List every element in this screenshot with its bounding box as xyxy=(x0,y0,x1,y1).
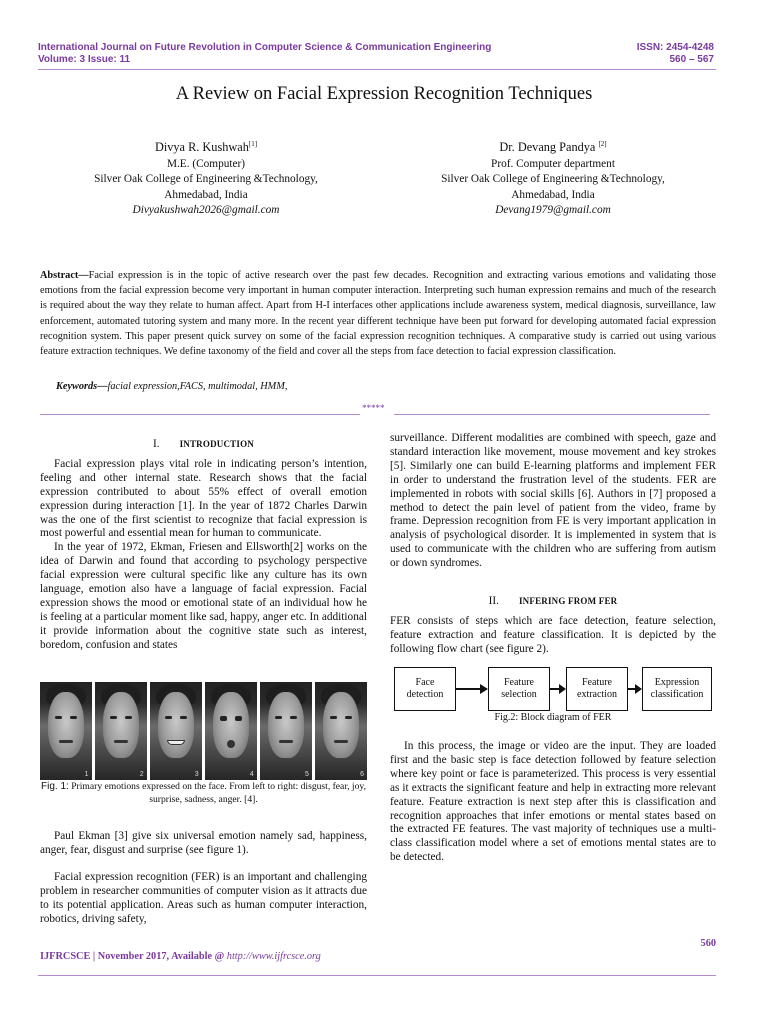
section-numeral: I. xyxy=(152,438,160,450)
author-block-1 xyxy=(56,140,356,219)
paper-title: A Review on Facial Expression Recognition Techniques xyxy=(175,84,593,104)
author-city: Ahmedabad, India xyxy=(164,188,248,201)
arrow-right-icon xyxy=(628,683,642,695)
separator-stars: ***** xyxy=(362,403,385,413)
keywords-label: Keywords— xyxy=(56,381,108,392)
footer xyxy=(40,951,321,962)
separator-rule-left xyxy=(40,414,360,415)
section-heading-2 xyxy=(390,595,716,609)
intro-paragraph-2: In the year of 1972, Ekman, Friesen and Ellsworth[2] works on the idea of Darwin and found that according to psychology perspective facial expression were cultural specific like any culture has its own language, emotion also have a language of facial expression. Facial expression shows the mood or emotional state of an individual how he is feeling at a particular moment like sad, happy, anger etc. In additional it provide information about the cognitive state such as interest, boredom, confusion and states xyxy=(40,541,367,651)
author-ref: [2] xyxy=(598,140,607,149)
right-column-top xyxy=(390,432,716,657)
section-heading-1 xyxy=(40,438,367,452)
figure-label: Fig. 1: xyxy=(41,781,69,792)
keywords xyxy=(56,381,287,392)
figure-2-caption: Fig.2: Block diagram of FER xyxy=(494,712,612,723)
right-column-bottom xyxy=(390,740,716,865)
flow-box-expression-classification: Expression classification xyxy=(642,667,712,711)
author-degree: M.E. (Computer) xyxy=(166,157,246,170)
face-image: 3 xyxy=(150,682,202,780)
arrow-right-icon xyxy=(456,683,488,695)
separator-rule-right xyxy=(394,414,710,415)
author-institution: Silver Oak College of Engineering &Technology, xyxy=(441,173,665,186)
author-block-2 xyxy=(403,140,703,219)
author-institution: Silver Oak College of Engineering &Technology, xyxy=(94,173,318,186)
author-name: Dr. Devang Pandya xyxy=(499,140,599,154)
author-city: Ahmedabad, India xyxy=(511,188,595,201)
author-email: Devang1979@gmail.com xyxy=(495,204,611,217)
abstract xyxy=(40,268,716,359)
intro-paragraph-1: Facial expression plays vital role in indicating person’s intention, feeling and other internal state. Research shows that the facial expression contributed to about 55% effect of overall emotion expression during interaction [1]. In the year of 1872 Charles Darwin was the one of the first scientist to recognize that facial expression is most powerful and essential mean for human to communicate. xyxy=(40,457,367,540)
arrow-right-icon xyxy=(550,683,566,695)
left-column-top xyxy=(40,438,367,653)
issn: ISSN: 2454-4248 xyxy=(636,42,714,53)
flow-box-feature-extraction: Feature extraction xyxy=(566,667,628,711)
left-column-bottom xyxy=(40,830,367,926)
footer-rule xyxy=(38,975,716,976)
ekman-paragraph: Paul Ekman [3] give six universal emotion namely sad, happiness, anger, fear, disgust and surprise (see figure 1). xyxy=(40,830,367,856)
abstract-label: Abstract— xyxy=(40,270,89,281)
figure-caption-text: Primary emotions expressed on the face. From left to right: disgust, fear, joy, surprise, sadness, anger. [4]. xyxy=(68,781,366,805)
right-paragraph-1: surveillance. Different modalities are combined with speech, gaze and standard interaction like movement, mouse movement and key strokes [5]. Similarly one can build E-learning platforms and implement FER in order to understand the frustration level of the students. FER are implemented in robots with social skills [6]. Authors in [7] proposed a method to detect the pain level of patient from the video, frame by frame. Depression recognition from FE is very important application in analysis of psychological disorder. It is implemented in system that is used to communicate with the children who are suffering from autism or down syndromes. xyxy=(390,432,716,570)
author-name: Divya R. Kushwah xyxy=(154,140,249,154)
author-email: Divyakushwah2026@gmail.com xyxy=(132,204,280,217)
section-title: INTRODUCTION xyxy=(179,439,254,449)
page-range: 560 – 567 xyxy=(669,54,714,65)
footer-journal: IJFRCSCE | November 2017, Available @ xyxy=(40,951,227,962)
face-image: 2 xyxy=(95,682,147,780)
keywords-text: facial expression,FACS, multimodal, HMM, xyxy=(107,381,288,392)
face-image: 4 xyxy=(205,682,257,780)
page-number: 560 xyxy=(700,938,716,949)
flow-box-face-detection: Face detection xyxy=(394,667,456,711)
fer-paragraph: Facial expression recognition (FER) is an important and challenging problem in researcher communities of computer vision as it attracts due to its potential application. Areas such as human computer interaction, robotics, driving safety, xyxy=(40,870,367,925)
footer-url[interactable]: http://www.ijfrcsce.org xyxy=(226,951,321,962)
flow-box-feature-selection: Feature selection xyxy=(488,667,550,711)
face-image: 6 xyxy=(315,682,367,780)
figure-1-images xyxy=(40,682,367,780)
header-rule xyxy=(38,69,716,70)
section-numeral: II. xyxy=(488,595,499,608)
section2-paragraph-1: FER consists of steps which are face detection, feature selection, feature extraction and feature classification. It is depicted by the following flow chart (see figure 2). xyxy=(390,614,716,655)
journal-name: International Journal on Future Revolution in Computer Science & Communication Engineering xyxy=(38,42,492,53)
face-image: 5 xyxy=(260,682,312,780)
face-image: 1 xyxy=(40,682,92,780)
author-degree: Prof. Computer department xyxy=(491,157,615,170)
author-ref: [1] xyxy=(248,140,258,149)
section2-paragraph-2: In this process, the image or video are the input. They are loaded first and the basic step is face detection followed by feature selection where key point or face is parameterized. This process is very essential as it extracts the significant feature and help in extracting more relevant feature. Feature extraction is next step after this is classification and recognition approaches that infer emotions or mental states based on the extracted FE features. The vast majority of techniques use a multi-class classification model where a set of emotions mental states are to be detected. xyxy=(390,740,716,864)
volume-issue: Volume: 3 Issue: 11 xyxy=(38,54,131,65)
figure-1-caption xyxy=(40,781,367,806)
section-title: INFERING FROM FER xyxy=(518,596,618,607)
figure-2-diagram xyxy=(392,667,714,711)
abstract-text: Facial expression is in the topic of active research over the past few decades. Recognition and extracting various emotions and validating those emotions from the facial expression become very important in human computer interaction. Interpreting such human expression remains and much of the research is required about the way they relate to human affect. Apart from H-I interfaces other applications include awareness system, medical diagnosis, surveillance, law enforcement, automated tutoring system and many more. In the recent year different technique have been put forward for developing automated facial expression recognition system. This paper present quick survey on some of the facial expression recognition techniques. A comparative study is carried out using various feature extraction techniques. We define taxonomy of the field and cover all the steps from face detection to facial expression classification. xyxy=(40,270,716,358)
